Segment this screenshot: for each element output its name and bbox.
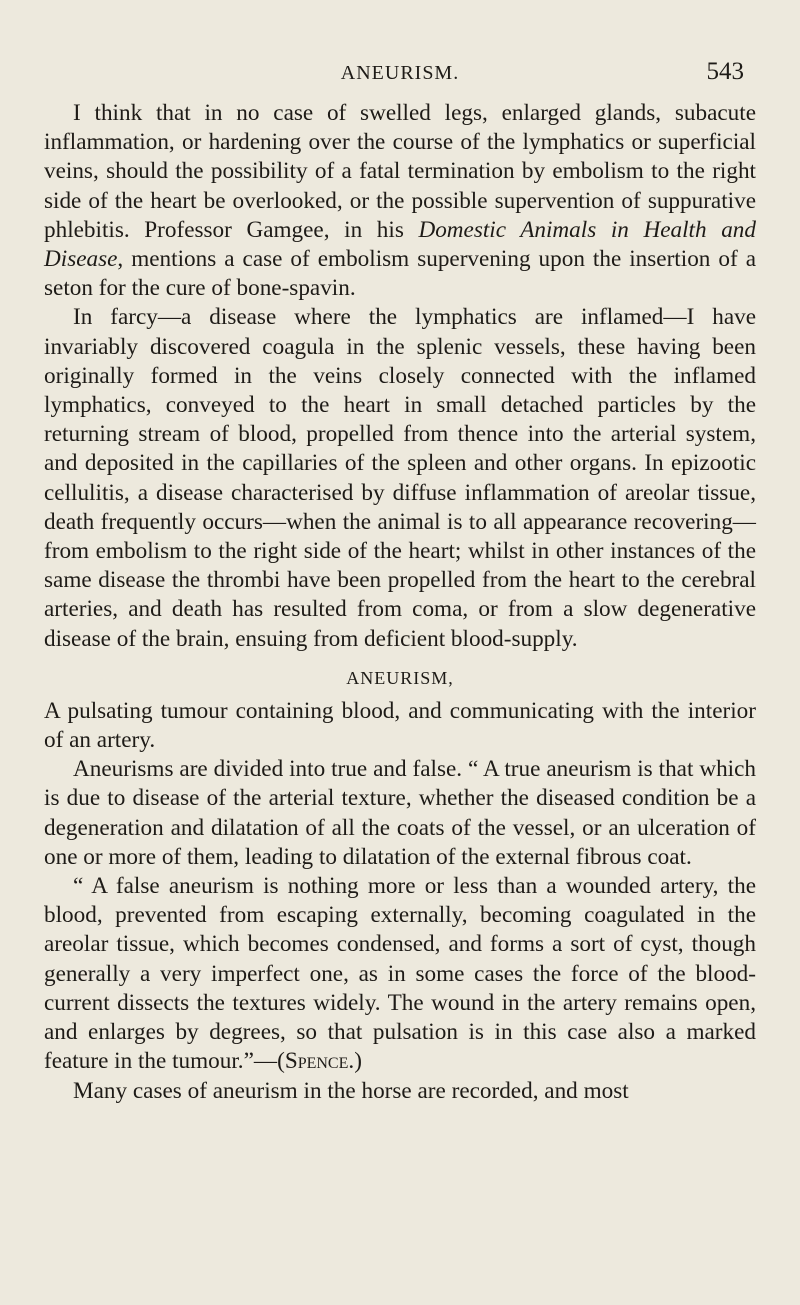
- definition-paragraph: A pulsating tumour containing blood, and communicating with the interior of an artery.: [44, 697, 756, 754]
- body-text: [44, 99, 756, 1106]
- paragraph-text: .): [348, 1048, 362, 1075]
- running-head: ANEURISM.: [340, 62, 460, 84]
- paragraph-text: , mentions a case of embolism supervening upon the insertion of a seton for the cure of bone-spavin.: [44, 246, 756, 302]
- paragraph-true-aneurism: Aneurisms are divided into true and false. “ A true aneurism is that which is due to disease of the arterial texture, whether the diseased condition be a degeneration and dilatation of all the coats of the vessel, or an ulceration of one or more of them, leading to dilatation of the external fibrous coat.: [44, 756, 756, 870]
- paragraph-false-aneurism: [44, 872, 756, 1076]
- paragraph-text: I think that in no case of swelled legs, enlarged glands, subacute inflammation, or hardening over the course of the lymphatics or superficial veins, should the possibility of a fatal termination by embolism to the right side of the heart be overlooked, or the possible supervention of suppurative phlebitis. Professor Gamgee, in his: [44, 100, 756, 243]
- paragraph-farcy: In farcy—a disease where the lymphatics are inflamed—I have invariably discovered coagula in the splenic vessels, these having been originally formed in the veins closely connected with the inflamed lymphatics, conveyed to the heart in small detached particles by the returning stream of blood, propelled from thence into the arterial system, and deposited in the capillaries of the spleen and other organs. In epizootic cellulitis, a disease characterised by diffuse inflammation of areolar tissue, death frequently occurs—when the animal is to all appearance recovering—from embolism to the right side of the heart; whilst in other instances of the same disease the thrombi have been propelled from the heart to the cerebral arteries, and death has resulted from coma, or from a slow degenerative disease of the brain, ensuing from deficient blood-supply.: [44, 304, 756, 652]
- paragraph-text: “ A false aneurism is nothing more or less than a wounded artery, the blood, prevented from escaping externally, becoming coagulated in the areolar tissue, which becomes condensed, and forms a sort of cyst, though generally a very imperfect one, as in some cases the force of the blood-current dissects the textures widely. The wound in the artery remains open, and enlarges by degrees, so that pulsation is in this case also a marked feature in the tumour.”—(: [44, 873, 756, 1075]
- section-heading: ANEURISM,: [346, 667, 454, 688]
- book-title: Domestic Animals in Health and Disease: [44, 216, 756, 273]
- paragraph-embolism-cases: [44, 99, 756, 303]
- paragraph-horse-cases: Many cases of aneurism in the horse are recorded, and most: [73, 1077, 629, 1104]
- page-number: 543: [706, 58, 744, 85]
- cited-author: Spence: [284, 1048, 349, 1075]
- page-header: [42, 58, 758, 98]
